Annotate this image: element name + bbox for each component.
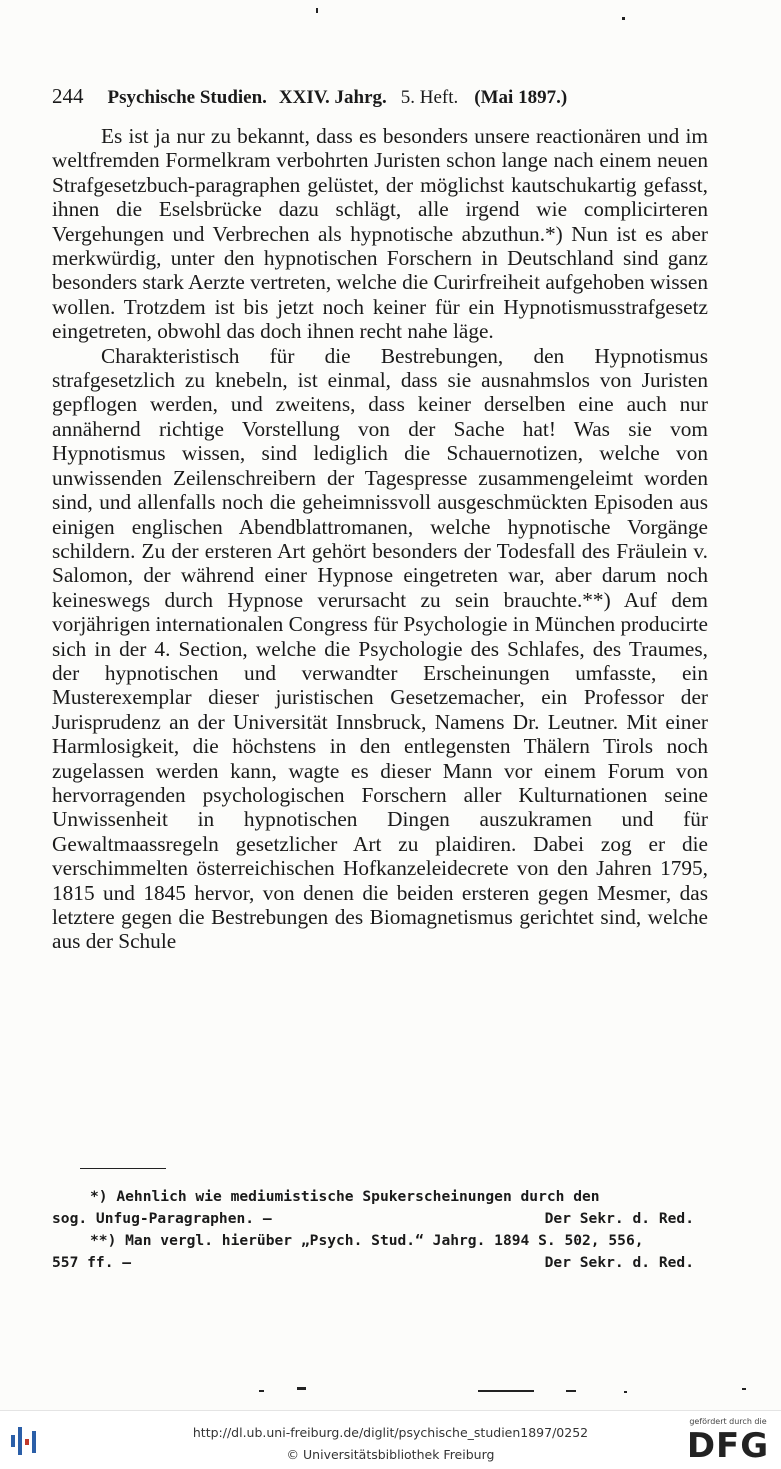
- running-header: [52, 84, 712, 114]
- paragraph: Es ist ja nur zu bekannt, dass es besonders unsere reactionären und im weltfremden Formelkram verbohrten Juristen schon lange nach einem neuen Strafgesetzbuch-paragraphen gelüstet, der möglichst kautschukartig gefasst, ihnen die Eselsbrücke dazu schlägt, alle irgend wie complicirteren Vergehungen und Verbrechen als hypnotische abzuthun.*) Nun ist es aber merkwürdig, unter den hypnotischen Forschern in Deutschland sind ganz besonders stark Aerzte vertreten, welche die Curirfreiheit aufgehoben wissen wollen. Trotzdem ist bis jetzt noch keiner für ein Hypnotismusstrafgesetz eingetreten, obwohl das doch ihnen recht nahe läge.: [52, 124, 708, 344]
- scan-speck: [624, 1391, 627, 1393]
- scan-speck: [316, 8, 318, 13]
- footnote-separator: [80, 1168, 166, 1169]
- issue-number: 5. Heft.: [400, 87, 459, 108]
- footnote: [52, 1186, 708, 1230]
- dfg-wordmark: DFG: [686, 1426, 770, 1466]
- scan-speck: [478, 1390, 534, 1392]
- footnote-line: 557 ff. —: [52, 1254, 132, 1271]
- dfg-tagline: gefördert durch die: [689, 1417, 767, 1426]
- footnotes: [52, 1186, 708, 1274]
- issue-date: (Mai 1897.): [474, 87, 568, 108]
- copyright-notice: © Universitätsbibliothek Freiburg: [286, 1447, 495, 1462]
- footnote-line: sog. Unfug-Paragraphen. —: [52, 1210, 272, 1227]
- scan-speck: [566, 1390, 576, 1392]
- footnote-signature: Der Sekr. d. Red.: [544, 1254, 694, 1271]
- scan-speck: [297, 1387, 306, 1390]
- source-url[interactable]: http://dl.ub.uni-freiburg.de/diglit/psychische_studien1897/0252: [192, 1425, 589, 1440]
- journal-title: Psychische Studien.: [107, 87, 267, 108]
- footnote: [52, 1230, 708, 1274]
- footnote-line: **) Man vergl. hierüber „Psych. Stud.“ Jahrg. 1894 S. 502, 556,: [90, 1232, 644, 1249]
- scan-speck: [742, 1388, 746, 1390]
- scan-speck: [259, 1390, 264, 1392]
- dfg-logo: [685, 1417, 771, 1465]
- body-text: [52, 124, 708, 954]
- page-number: 244: [52, 84, 84, 108]
- journal-year: XXIV. Jahrg.: [278, 87, 387, 108]
- paragraph: Charakteristisch für die Bestrebungen, den Hypnotismus strafgesetzlich zu knebeln, ist einmal, dass sie ausnahmslos von Juristen gepflogen werden, und zweitens, dass keiner derselben eine auch nur annähernd richtige Vorstellung von der Sache hat! Was sie vom Hypnotismus wissen, sind lediglich die Schauernotizen, welche von unwissenden Zeilenschreibern der Tagespresse zusammengeleimt worden sind, und allenfalls noch die geheimnissvoll ausgeschmückten Episoden aus einigen englischen Abendblattromanen, welche hypnotische Vorgänge schildern. Zu der ersteren Art gehört besonders der Todesfall des Fräulein v. Salomon, der während einer Hypnose eingetreten war, aber darum noch keineswegs durch Hypnose verursacht zu sein brauchte.**) Auf dem vorjährigen internationalen Congress für Psychologie in München producirte sich in der 4. Section, welche die Psychologie des Schlafes, des Traumes, der hypnotischen und verwandter Erscheinungen umfasste, ein Musterexemplar dieser juristischen Gesetzemacher, ein Professor der Jurisprudenz an der Universität Innsbruck, Namens Dr. Leutner. Mit einer Harmlosigkeit, die höchstens in den entlegensten Thälern Tirols noch zugelassen werden kann, wagte es dieser Mann vor einem Forum von hervorragenden psychologischen Forschern aller Kulturnationen seine Unwissenheit in hypnotischen Dingen auszukramen und für Gewaltmaassregeln gesetzlicher Art zu plaidiren. Dabei zog er die verschimmelten österreichischen Hofkanzeleidecrete von den Jahren 1795, 1815 und 1845 hervor, von denen die beiden ersteren gegen Mesmer, das letztere gegen die Bestrebungen des Biomagnetismus gerichtet sind, welche aus der Schule: [52, 343, 708, 954]
- footnote-signature: Der Sekr. d. Red.: [544, 1210, 694, 1227]
- scan-speck: [622, 17, 625, 20]
- viewer-footer: [0, 1410, 781, 1469]
- footnote-line: *) Aehnlich wie mediumistische Spukerscheinungen durch den: [90, 1188, 600, 1205]
